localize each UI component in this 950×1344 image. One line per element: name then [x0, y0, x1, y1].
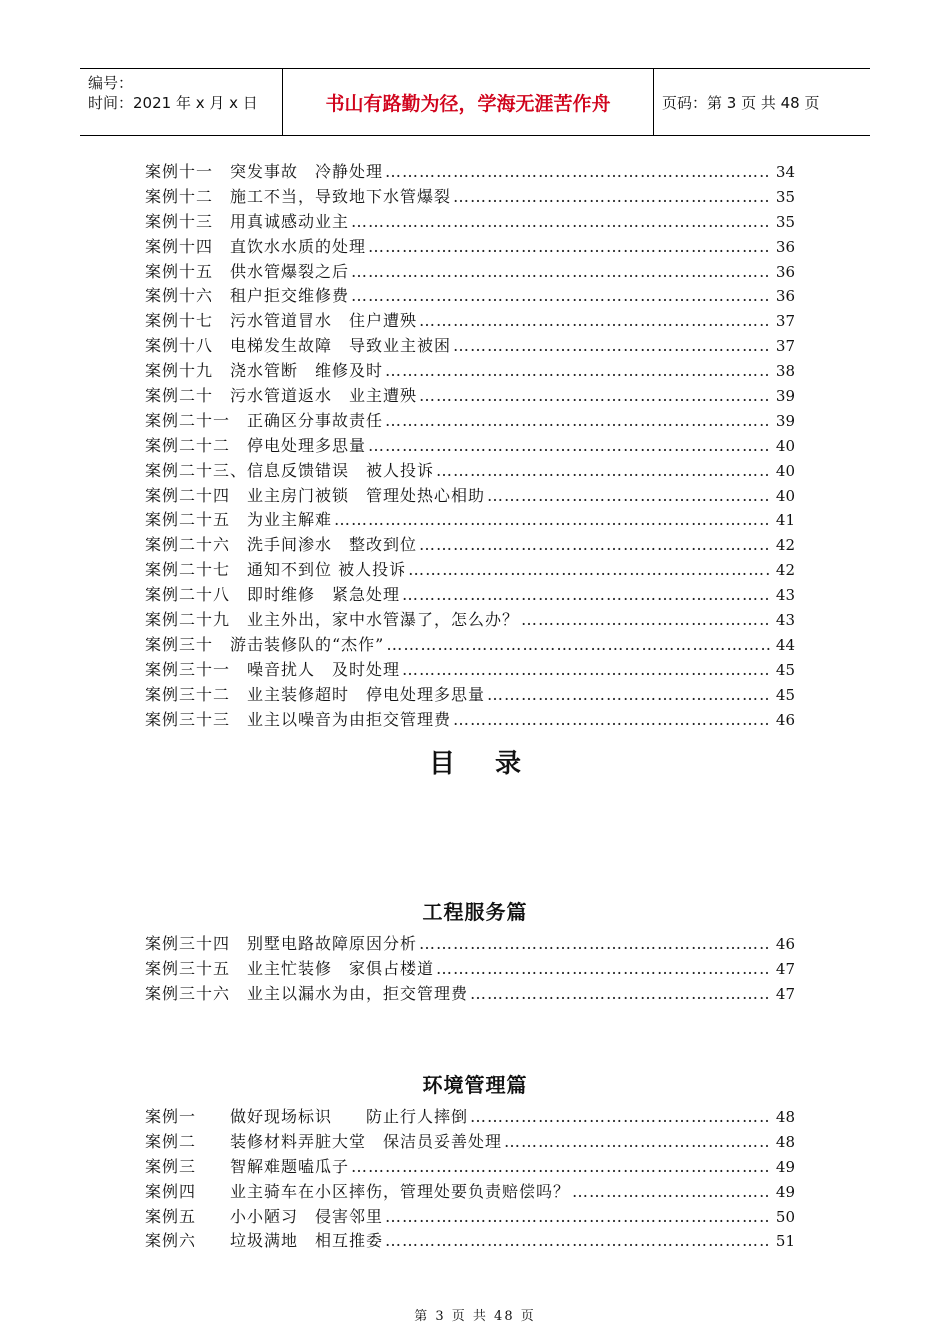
toc-entry-label: 案例二十四 业主房门被锁 管理处热心相助 [145, 485, 486, 505]
toc-entry-label: 案例三十六 业主以漏水为由，拒交管理费 [145, 983, 469, 1003]
toc-entry[interactable] [145, 658, 795, 683]
toc-entry-page: 36 [775, 287, 795, 306]
toc-leader-dots [470, 1105, 771, 1130]
toc-entry-page: 40 [775, 486, 795, 505]
toc-entry-page: 49 [775, 1157, 795, 1176]
toc-entry-label: 案例十二 施工不当，导致地下水管爆裂 [145, 186, 452, 206]
toc-entry-label: 案例二 装修材料弄脏大堂 保洁员妥善处理 [145, 1131, 503, 1151]
toc-entry-page: 39 [775, 387, 795, 406]
toc-entry-page: 37 [775, 337, 795, 356]
toc-entry-page: 44 [775, 635, 795, 654]
toc-leader-dots [453, 185, 771, 210]
toc-leader-dots [351, 260, 771, 285]
toc-leader-dots [572, 1180, 771, 1205]
toc-entry-label: 案例十一 突发事故 冷静处理 [145, 162, 384, 181]
toc-leader-dots [351, 210, 771, 235]
header-page-info: 页码：第 3 页 共 48 页 [662, 93, 820, 112]
toc-leader-dots [470, 982, 771, 1007]
toc-list-top [145, 160, 795, 732]
toc-entry[interactable] [145, 459, 795, 484]
toc-entry[interactable] [145, 558, 795, 583]
toc-entry-page: 48 [775, 1132, 795, 1151]
toc-leader-dots [351, 284, 771, 309]
toc-leader-dots [504, 1130, 771, 1155]
toc-entry-label: 案例二十 污水管道返水 业主遭殃 [145, 386, 418, 406]
toc-entry-label: 案例一 做好现场标识 防止行人摔倒 [145, 1107, 469, 1126]
toc-entry[interactable] [145, 1180, 795, 1205]
toc-entry-page: 40 [775, 461, 795, 480]
toc-entry-label: 案例三十二 业主装修超时 停电处理多思量 [145, 684, 486, 704]
toc-leader-dots [386, 633, 771, 658]
toc-entry-label: 案例十六 租户拒交维修费 [145, 286, 350, 306]
toc-entry-page: 43 [775, 586, 795, 605]
toc-entry-label: 案例二十二 停电处理多思量 [145, 435, 367, 455]
toc-entry-page: 42 [775, 561, 795, 580]
toc-entry-label: 案例二十八 即时维修 紧急处理 [145, 585, 401, 605]
toc-entry-label: 案例五 小小陋习 侵害邻里 [145, 1206, 384, 1226]
toc-entry-page: 42 [775, 536, 795, 555]
toc-entry-label: 案例二十五 为业主解难 [145, 510, 333, 530]
toc-entry[interactable] [145, 633, 795, 658]
toc-entry-label: 案例三十 游击装修队的“杰作” [145, 634, 385, 654]
toc-entry-label: 案例三十五 业主忙装修 家俱占楼道 [145, 958, 435, 978]
toc-leader-dots [453, 708, 771, 733]
toc-entry-page: 43 [775, 611, 795, 630]
toc-entry-label: 案例四 业主骑车在小区摔伤，管理处要负责赔偿吗？ [145, 1181, 571, 1201]
toc-entry-label: 案例二十三、信息反馈错误 被人投诉 [145, 460, 435, 480]
section-title-engineering: 工程服务篇 [422, 900, 528, 924]
toc-leader-dots [436, 957, 771, 982]
toc-entry-label: 案例二十六 洗手间渗水 整改到位 [145, 535, 418, 555]
toc-entry-page: 40 [775, 436, 795, 455]
toc-leader-dots [402, 658, 771, 683]
toc-entry-label: 案例十三 用真诚感动业主 [145, 211, 350, 231]
toc-entry-page: 46 [775, 935, 795, 953]
toc-entry-page: 47 [775, 984, 795, 1003]
toc-entry-label: 案例三十四 别墅电路故障原因分析 [145, 934, 418, 953]
toc-entry-page: 48 [775, 1108, 795, 1126]
toc-entry[interactable] [145, 608, 795, 633]
toc-leader-dots [351, 1155, 771, 1180]
toc-leader-dots [453, 334, 771, 359]
toc-entry-page: 35 [775, 212, 795, 231]
toc-leader-dots [334, 508, 771, 533]
toc-entry[interactable] [145, 708, 795, 733]
toc-leader-dots [436, 459, 771, 484]
header-meta [80, 69, 282, 135]
toc-entry[interactable] [145, 1155, 795, 1180]
toc-entry-page: 41 [775, 511, 795, 530]
toc-leader-dots [368, 235, 771, 260]
toc-entry[interactable] [145, 160, 795, 185]
toc-entry-label: 案例十八 电梯发生故障 导致业主被困 [145, 336, 452, 356]
toc-entry-page: 47 [775, 959, 795, 978]
document-date: 时间：2021 年 x 月 x 日 [88, 94, 258, 112]
toc-leader-dots [419, 384, 771, 409]
toc-entry[interactable] [145, 384, 795, 409]
toc-leader-dots [521, 608, 771, 633]
page-header [80, 68, 870, 136]
toc-entry-label: 案例十九 浇水管断 维修及时 [145, 361, 384, 381]
toc-entry[interactable] [145, 359, 795, 384]
toc-entry[interactable] [145, 409, 795, 434]
toc-entry[interactable] [145, 683, 795, 708]
toc-entry[interactable] [145, 210, 795, 235]
toc-leader-dots [419, 309, 771, 334]
toc-list-engineering [145, 932, 795, 1007]
toc-entry[interactable] [145, 309, 795, 334]
toc-entry[interactable] [145, 185, 795, 210]
toc-entry[interactable] [145, 284, 795, 309]
page-footer: 第 3 页 共 48 页 [414, 1309, 536, 1324]
toc-title: 目录 [428, 749, 561, 779]
toc-entry[interactable] [145, 1229, 795, 1254]
toc-leader-dots [419, 533, 771, 558]
toc-leader-dots [487, 683, 771, 708]
toc-entry-page: 34 [775, 163, 795, 181]
toc-entry-page: 46 [775, 710, 795, 729]
toc-entry-page: 39 [775, 411, 795, 430]
toc-leader-dots [385, 1229, 771, 1254]
toc-entry-page: 49 [775, 1182, 795, 1201]
toc-entry[interactable] [145, 583, 795, 608]
section-title-environment: 环境管理篇 [422, 1073, 528, 1097]
toc-leader-dots [385, 409, 771, 434]
toc-entry[interactable] [145, 260, 795, 285]
toc-entry[interactable] [145, 235, 795, 260]
toc-entry-page: 50 [775, 1207, 795, 1226]
toc-leader-dots [385, 359, 771, 384]
toc-leader-dots [487, 484, 771, 509]
toc-entry-label: 案例三十一 噪音扰人 及时处理 [145, 659, 401, 679]
toc-entry[interactable] [145, 533, 795, 558]
toc-entry-page: 45 [775, 685, 795, 704]
toc-entry-page: 35 [775, 187, 795, 206]
toc-entry[interactable] [145, 334, 795, 359]
toc-list-environment [145, 1105, 795, 1254]
toc-leader-dots [385, 160, 771, 185]
toc-entry-label: 案例三十三 业主以噪音为由拒交管理费 [145, 709, 452, 729]
toc-entry[interactable] [145, 957, 795, 982]
toc-entry-page: 37 [775, 312, 795, 331]
toc-entry-page: 36 [775, 237, 795, 256]
toc-entry[interactable] [145, 1130, 795, 1155]
toc-entry-label: 案例二十七 通知不到位 被人投诉 [145, 560, 407, 580]
toc-entry[interactable] [145, 932, 795, 957]
toc-entry-label: 案例六 垃圾满地 相互推委 [145, 1231, 384, 1251]
toc-entry-label: 案例十五 供水管爆裂之后 [145, 261, 350, 281]
toc-leader-dots [368, 434, 771, 459]
toc-entry[interactable] [145, 434, 795, 459]
document-number-label: 编号： [88, 74, 134, 92]
toc-entry-label: 案例三 智解难题嗑瓜子 [145, 1156, 350, 1176]
toc-entry-page: 45 [775, 660, 795, 679]
toc-entry[interactable] [145, 484, 795, 509]
toc-entry-label: 案例十四 直饮水水质的处理 [145, 236, 367, 256]
toc-entry[interactable] [145, 982, 795, 1007]
toc-entry-label: 案例二十一 正确区分事故责任 [145, 410, 384, 430]
toc-leader-dots [402, 583, 771, 608]
toc-entry-page: 51 [775, 1232, 795, 1251]
header-motto: 书山有路勤为径，学海无涯苦作舟 [282, 69, 654, 135]
toc-entry-page: 36 [775, 262, 795, 281]
toc-entry[interactable] [145, 508, 795, 533]
toc-entry-label: 案例十七 污水管道冒水 住户遭殃 [145, 311, 418, 331]
toc-leader-dots [385, 1205, 771, 1230]
toc-entry[interactable] [145, 1105, 795, 1130]
toc-leader-dots [419, 932, 771, 957]
toc-leader-dots [408, 558, 771, 583]
toc-entry-label: 案例二十九 业主外出，家中水管瀑了，怎么办？ [145, 610, 520, 630]
toc-entry-page: 38 [775, 362, 795, 381]
toc-entry[interactable] [145, 1205, 795, 1230]
